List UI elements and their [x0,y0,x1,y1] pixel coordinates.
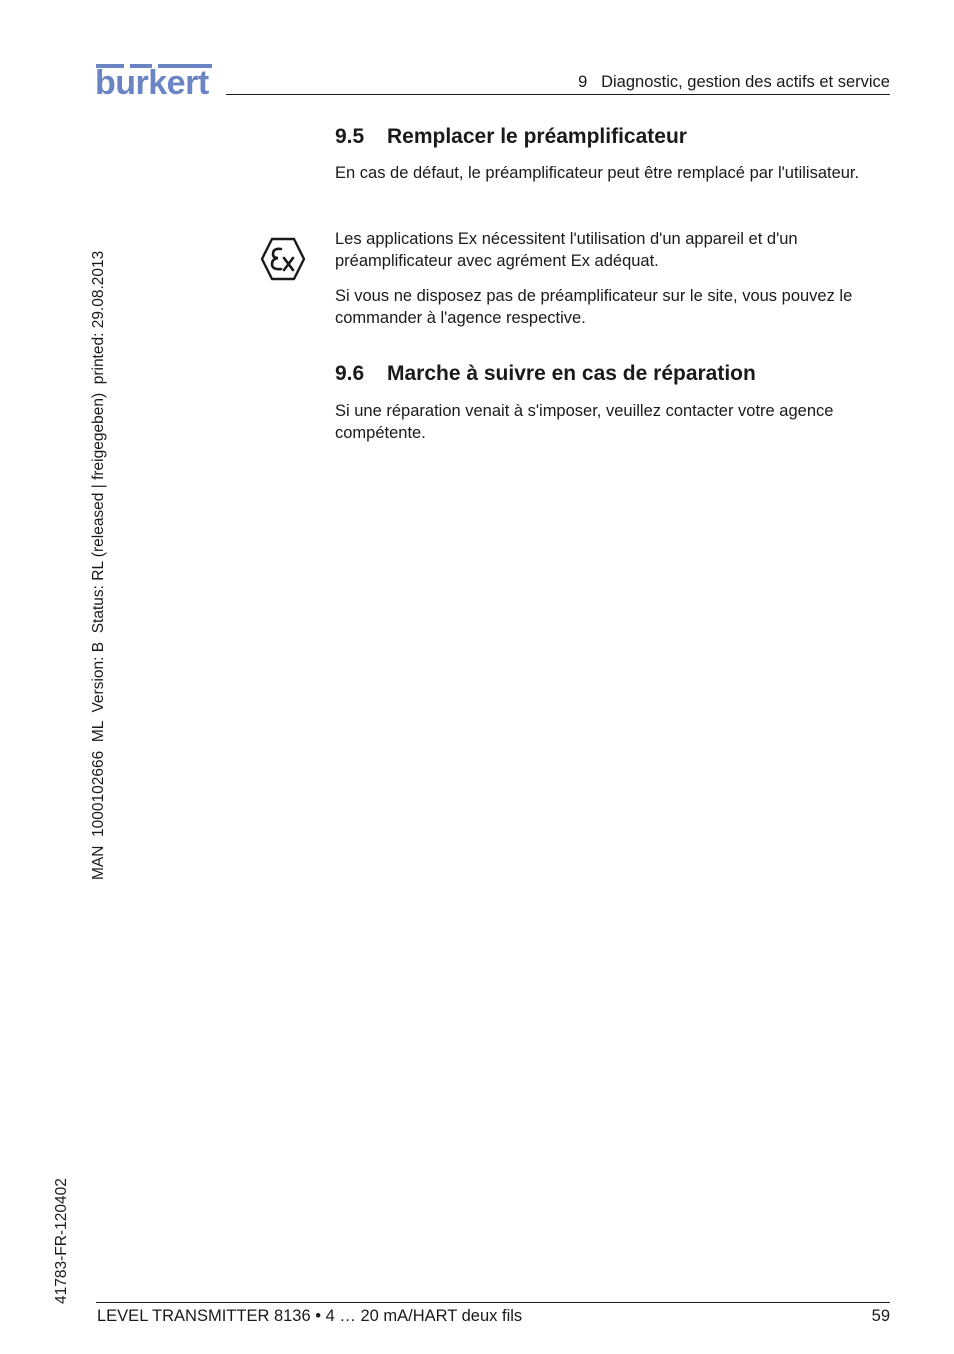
page-number: 59 [871,1307,890,1325]
paragraph [335,400,895,444]
section-9-6-heading [335,361,895,387]
logo-text: burkert [95,64,209,102]
section-9-5-heading [335,124,895,150]
paragraph-text: Les applications Ex nécessitent l'utilisation d'un appareil et d'un préamplificateur avec agrément Ex adéquat. [335,230,798,270]
paragraph [335,162,895,184]
section-title: Marche à suivre en cas de réparation [387,362,756,385]
paragraph-text: En cas de défaut, le préamplificateur peut être remplacé par l'utilisateur. [335,164,860,182]
section-number: 9.6 [335,362,365,385]
paragraph-text: Si une réparation venait à s'imposer, veuillez contacter votre agence compétente. [335,402,834,442]
burkert-logo [96,64,214,100]
paragraph-text: Si vous ne disposez pas de préamplificateur sur le site, vous pouvez le commander à l'agence respective. [335,287,853,327]
footer-title: LEVEL TRANSMITTER 8136 • 4 … 20 mA/HART deux fils [97,1307,523,1325]
footer-divider [96,1302,890,1303]
section-heading [335,361,895,387]
section-heading [335,124,895,150]
header-divider [226,94,890,95]
document-status-text: MAN 1000102666 ML Version: B Status: RL (released | freigegeben) printed: 29.08.2013 [90,250,107,880]
section-title: Remplacer le préamplificateur [387,125,687,148]
paragraph [335,228,895,272]
paragraph [335,285,895,329]
header-chapter: 9 Diagnostic, gestion des actifs et service [578,73,890,91]
section-number: 9.5 [335,125,365,148]
ex-hexagon-icon [260,237,306,281]
document-code: 41783-FR-120402 [53,1178,70,1304]
